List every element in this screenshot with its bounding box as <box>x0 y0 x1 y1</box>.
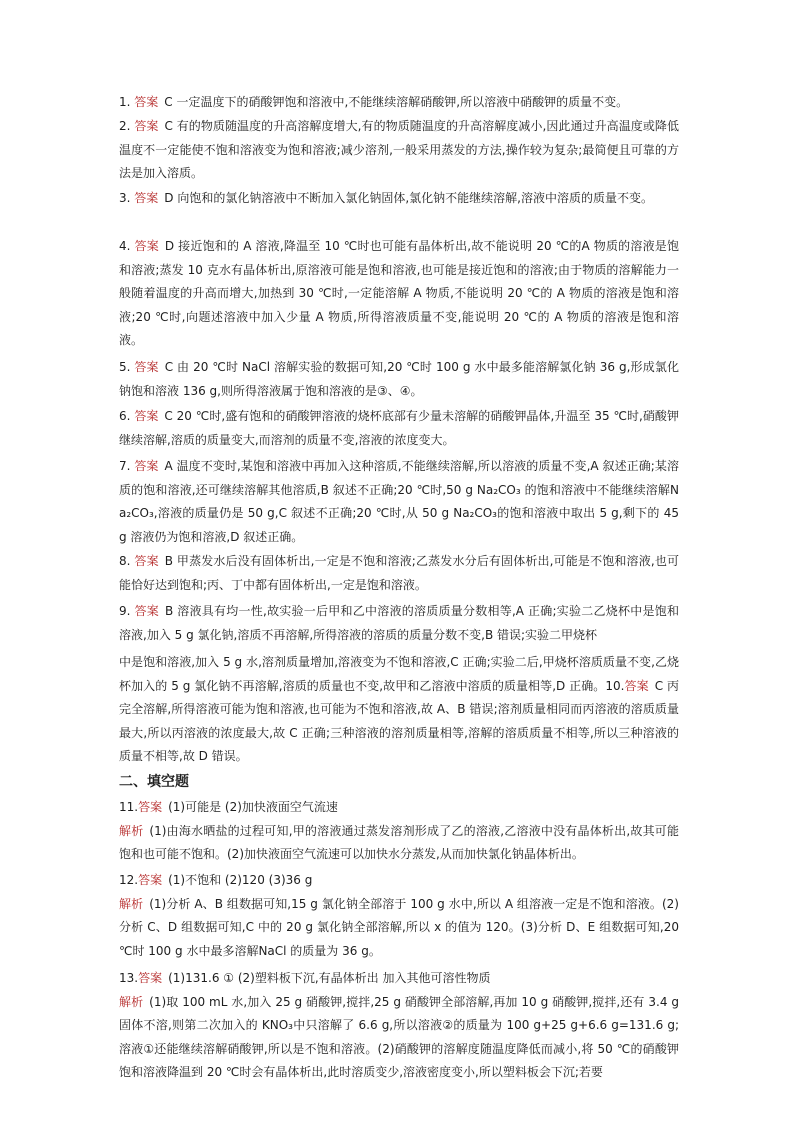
explanation-label: 解析 <box>119 823 144 838</box>
item-number: 10. <box>605 678 625 693</box>
item-number: 8. <box>119 554 131 568</box>
answer-label: 答案 <box>134 554 159 568</box>
answer-text: (1)可能是 (2)加快液面空气流速 <box>168 800 338 814</box>
item-number: 5. <box>119 360 131 374</box>
fill-answer-12 <box>119 869 679 963</box>
answer-item-5 <box>119 356 679 403</box>
explanation-text: (1)分析 A、B 组数据可知,15 g 氯化钠全部溶于 100 g 水中,所以 A 组溶液一定是不饱和溶液。(2)分析 C、D 组数据可知,C 中的 20 g 氯化钠全部溶解,所以 x 的值为 120。(3)分析 D、E 组数据可知,20 ℃时 100 g 水中最多溶解NaCl 的质量为 36 g。 <box>119 896 679 958</box>
answer-label: 答案 <box>134 239 159 253</box>
answer-text: C 由 20 ℃时 NaCl 溶解实验的数据可知,20 ℃时 100 g 水中最多能溶解氯化钠 36 g,形成氯化钠饱和溶液 136 g,则所得溶液属于饱和溶液的是③、④。 <box>119 360 679 398</box>
answer-text: A 温度不变时,某饱和溶液中再加入这种溶质,不能继续溶解,所以溶液的质量不变,A 叙述正确;某溶质的饱和溶液,还可继续溶解其他溶质,B 叙述不正确;20 ℃时,50 g Na₂CO₃ 的饱和溶液中不能继续溶解Na₂CO₃,溶液的质量仍是 50 g,C 叙述不正确;20 ℃时,从 50 g Na₂CO₃的饱和溶液中取出 5 g,剩下的 45 g 溶液仍为饱和溶液,D 叙述正确。 <box>119 459 679 544</box>
explanation-text: (1)由海水晒盐的过程可知,甲的溶液通过蒸发溶剂形成了乙的溶液,乙溶液中没有晶体析出,故其可能饱和也可能不饱和。(2)加快液面空气流速可以加快水分蒸发,从而加快氯化钠晶体析出。 <box>119 823 679 862</box>
answer-text: B 甲蒸发水后没有固体析出,一定是不饱和溶液;乙蒸发水分后有固体析出,可能是不饱和溶液,也可能恰好达到饱和;丙、丁中都有固体析出,一定是饱和溶液。 <box>119 554 679 592</box>
fill-answer-13 <box>119 967 679 1085</box>
item-number: 7. <box>119 459 131 473</box>
item-number: 4. <box>119 239 131 253</box>
answer-item-8 <box>119 550 679 597</box>
answer-text: D 向饱和的氯化钠溶液中不断加入氯化钠固体,氯化钠不能继续溶解,溶液中溶质的质量不变。 <box>164 191 653 205</box>
item-number: 1. <box>119 95 131 109</box>
item-number: 2. <box>119 119 131 133</box>
explanation-text: (1)取 100 mL 水,加入 25 g 硝酸钾,搅拌,25 g 硝酸钾全部溶解,再加 10 g 硝酸钾,搅拌,还有 3.4 g 固体不溶,则第二次加入的 KNO₃中只溶解了 6.6 g,所以溶液②的质量为 100 g+25 g+6.6 g=131.6 g;溶液①还能继续溶解硝酸钾,所以是不饱和溶液。(2)硝酸钾的溶解度随温度降低而减小,将 50 ℃的硝酸钾饱和溶液降温到 20 ℃时会有晶体析出,此时溶质变少,溶液密度变小,所以塑料板会下沉;若要 <box>119 994 679 1080</box>
answer-label: 答案 <box>134 191 159 205</box>
answer-text: 中是饱和溶液,加入 5 g 水,溶剂质量增加,溶液变为不饱和溶液,C 正确;实验二后,甲烧杯溶质质量不变,乙烧杯加入的 5 g 氯化钠不再溶解,溶质的质量也不变,故甲和乙溶液中溶质的质量相等,D 正确。 <box>119 655 679 693</box>
fill-answer-11 <box>119 796 679 867</box>
explanation-label: 解析 <box>119 896 144 911</box>
answer-label: 答案 <box>134 95 159 109</box>
answer-label: 答案 <box>138 873 163 887</box>
answer-item-4 <box>119 235 679 353</box>
item-number: 12. <box>119 873 139 887</box>
item-number: 3. <box>119 191 131 205</box>
answer-text: (1)不饱和 (2)120 (3)36 g <box>168 873 313 887</box>
answer-text: C 丙完全溶解,所得溶液可能为饱和溶液,也可能为不饱和溶液,故 A、B 错误;溶剂质量相同而丙溶液的溶质质量最大,所以丙溶液的浓度最大,故 C 正确;三种溶液的溶剂质量相等,溶解的溶质质量不相等,所以三种溶液的质量不相等,故 D 错误。 <box>119 678 679 764</box>
answer-text: C 有的物质随温度的升高溶解度增大,有的物质随温度的升高溶解度减小,因此通过升高温度或降低温度不一定能使不饱和溶液变为饱和溶液;减少溶剂,一般采用蒸发的方法,操作较为复杂;最简便且可靠的方法是加入溶质。 <box>119 119 679 181</box>
answer-item-1 <box>119 91 679 115</box>
answer-item-2 <box>119 115 679 186</box>
answer-item-9 <box>119 600 679 647</box>
answer-label: 答案 <box>134 360 159 374</box>
section-title: 二、填空题 <box>119 774 189 790</box>
answer-text: (1)131.6 ① (2)塑料板下沉,有晶体析出 加入其他可溶性物质 <box>168 971 491 985</box>
item-number: 9. <box>119 604 131 618</box>
answer-label: 答案 <box>134 409 159 423</box>
answer-item-3 <box>119 187 679 211</box>
answer-text: D 接近饱和的 A 溶液,降温至 10 ℃时也可能有晶体析出,故不能说明 20 ℃的A 物质的溶液是饱和溶液;蒸发 10 克水有晶体析出,原溶液可能是饱和溶液,也可能是接近饱和的溶液;由于物质的溶解能力一般随着温度的升高而增大,加热到 30 ℃时,一定能溶解 A 物质,不能说明 20 ℃的 A 物质的溶液是饱和溶液;20 ℃时,向题述溶液中加入少量 A 物质,所得溶液质量不变,能说明 20 ℃的 A 物质的溶液是饱和溶液。 <box>119 239 679 348</box>
explanation-label: 解析 <box>119 994 144 1009</box>
item-number: 6. <box>119 409 131 423</box>
answer-text: B 溶液具有均一性,故实验一后甲和乙中溶液的溶质质量分数相等,A 正确;实验二乙烧杯中是饱和溶液,加入 5 g 氯化钠,溶质不再溶解,所得溶液的溶质的质量分数不变,B 错误;实验二甲烧杯 <box>119 604 679 642</box>
answer-label: 答案 <box>624 678 649 693</box>
answer-item-7 <box>119 455 679 549</box>
answer-text: C 20 ℃时,盛有饱和的硝酸钾溶液的烧杯底部有少量未溶解的硝酸钾晶体,升温至 35 ℃时,硝酸钾继续溶解,溶质的质量变大,而溶剂的质量不变,溶液的浓度变大。 <box>119 409 679 447</box>
answer-label: 答案 <box>134 604 160 618</box>
item-number: 11. <box>119 800 139 814</box>
answer-label: 答案 <box>138 971 163 985</box>
answer-text: C 一定温度下的硝酸钾饱和溶液中,不能继续溶解硝酸钾,所以溶液中硝酸钾的质量不变。 <box>164 95 629 109</box>
item-number: 13. <box>119 971 139 985</box>
answer-item-6 <box>119 405 679 452</box>
answer-label: 答案 <box>134 119 159 133</box>
answer-label: 答案 <box>138 800 163 814</box>
answer-label: 答案 <box>134 459 159 473</box>
answer-item-9-continued <box>119 651 679 769</box>
